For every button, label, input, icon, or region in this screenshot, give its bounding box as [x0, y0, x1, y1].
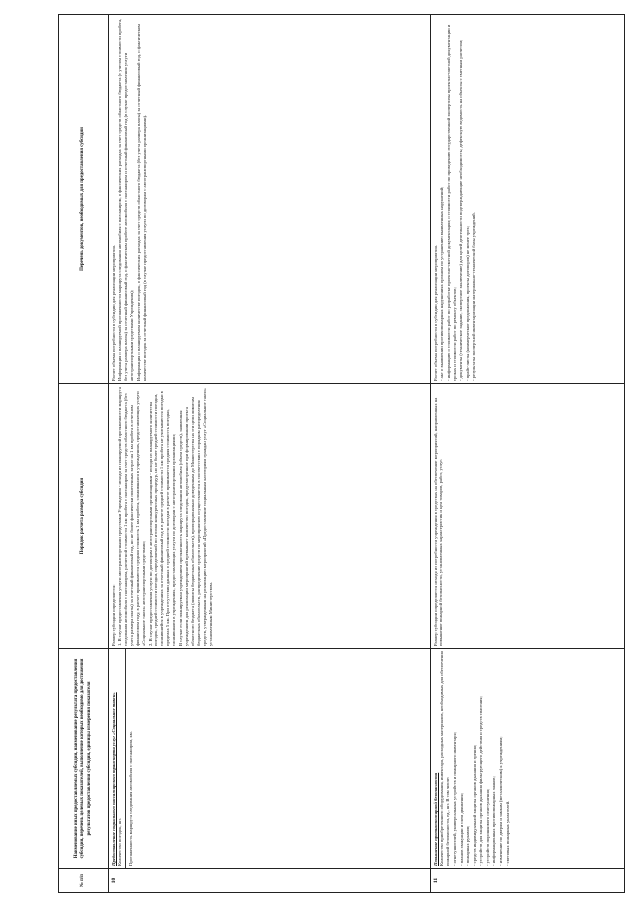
header-num: № п/п — [59, 869, 109, 893]
docs-line: Информация о планируемой протяженности маршрута следования автомобиля с пассажиром, о фактических расходах за счет средств областного бюджета (с учетом стоимости пробега, без учета размера платы) за отчетный финансовый год, о фактическом пробеге автомобиля с пассажиром и отчетный финансовый год (в случае предоставления услуги автотранспортными средствами Учреждения); — [117, 18, 134, 381]
table-row — [109, 15, 431, 893]
docs-line: Расчет объема потребности в субсидии для реализации мероприятия. — [110, 245, 116, 381]
name-line: - изменение по дверям и замкам (металлическим) к учреждениям; — [497, 736, 503, 866]
name-line: - устройств для защиты органов дыхания фильтрующего действия и средств спасения; — [478, 696, 484, 866]
docs-line: - прайс-листы (коммерческие предложения, проекты договоров) не менее трех; — [464, 225, 470, 381]
row-number: 11 — [431, 869, 625, 893]
name-line: Количество приобретенного оборудования, инвентаря, расходных материалов, необходимых для обеспечения пожарной безопасности, ед., шт. В том числе: — [439, 651, 451, 866]
row-docs-cell — [431, 15, 625, 384]
name-subsection — [125, 649, 133, 868]
name-line: - средств индивидуальной защиты органов дыхания и зрения; — [471, 744, 477, 866]
docs-line: - документы (техническое задание, экспертное заключение) для целей деятельности подтверждающие необходимость; дефектную ведомость на объекты с сметным расчетом; — [458, 39, 464, 381]
row-order-cell — [109, 384, 431, 649]
row-docs-cell — [109, 15, 431, 384]
docs-line: Расчет объема потребности в субсидии для реализации мероприятия. — [432, 245, 438, 381]
name-line: - огнетушителей, универсальных устройств и пожарного инвентаря; — [452, 732, 457, 866]
row-number: 10 — [109, 869, 431, 893]
name-line: - световых пожарных указателей. — [504, 800, 510, 866]
row-name-cell — [109, 649, 431, 869]
name-line: - информационных противопожарных знаков; — [491, 776, 497, 866]
row-order-cell — [431, 384, 625, 649]
row-name-cell — [431, 649, 625, 869]
docs-line: Информация о планируемом количестве поездок, о фактических расходах за счет средств областного бюджета (без учета размера платы) за отчетный финансовый год, о фактическом количестве поездок за отчетный финансовый год (в случае предоставления услуги по договорам с автотранспортными организациями). — [135, 24, 147, 381]
order-line: В случае если планируемая учреждением протяженность маршрута следования автомобиля (объем средств), заявленная учреждением для реализации мероприятий превышает количество поездок, предусмотренное при формировании проекта областного бюджета (лимиты бюджетных обязательств), пропорционально доведенным до Министерства на эти цели лимитам бюджетных обязательств, распределение средств по мероприятию осуществляется в соответствии с порядком распределения средств, утвержденным на реализацию мероприятий «Предоставление социальным категориям граждан услуг «Социальное такси» установленным Министерством. — [177, 388, 213, 646]
order-line: Размер субсидии определяется: — [110, 584, 116, 646]
name-line: - пожарных рукавов; — [465, 825, 471, 866]
name-line: - устройств порошкового огнетушения; — [484, 788, 490, 866]
name-line: Количество поездок, шт. — [117, 817, 123, 866]
row-title: Повышение противопожарной безопасности — [432, 772, 438, 866]
docs-line: - информацию о стоимости работ по разработке проектно-сметной документации; о стоимости работ по проведению государственной экспертизы проектно-сметной документации и сроках и стоимости работ по ремонту объектов; — [445, 24, 457, 381]
subsidy-table — [58, 14, 625, 893]
docs-line: - результаты экспертной инвентаризации материально-технической базы учреждений. — [471, 212, 477, 381]
docs-line: - акт о выявлении противопожарных нарушениях органом по устранению выявленных нарушений; — [439, 186, 445, 381]
order-line: Размер субсидии определяется исходя из потребности учреждения в средствах на обеспечение мероприятий, направленных на повышение пожарной безопасности, установленных характеристик и цен товаров, работ, услуг. — [432, 397, 444, 646]
order-line: 1. В случае предоставления услуги автотранспортными средствами Учреждения - исходя из планируемой протяженности маршрута следования автомобиля с пассажиром, расчетной стоимости 1 км пробега с пассажиром за счет средств областного бюджета (без учета размера платы) за отчетный финансовый год, но не более фактически понесенных затрат на 1 км пробега в отчетном финансовом году, в расчет принимаются средняя стоимость 1 км пробега, сложившаяся в учреждениях, предоставляющих услуги «Социальное такси» автотранспортными средствами; — [117, 387, 146, 646]
header-order: Порядок расчета размера субсидии — [59, 384, 109, 649]
table-row — [431, 15, 625, 893]
name-subsection-line: Протяженность маршрута следования автомобиля с пассажиром, км. — [127, 731, 133, 866]
row-title: Предоставление социального пассажирского транспорта услуг «Социальное такси» — [110, 692, 116, 866]
table-body — [109, 15, 625, 893]
header-docs: Перечень документов, необходимых для предоставления субсидии — [59, 15, 109, 384]
name-line: - планов эвакуации и схем движения; — [458, 793, 464, 866]
header-name: Наименование иных предоставляемых субсидии, наименование результата предоставления субсидии, перечень целевых показателей, выполнение которых необходимо для достижения результатов предоставления субсидии, единицы измерения показателя — [59, 649, 109, 869]
order-line: 2. В случае предоставления услуги по договорам с автотранспортными организациями - исходя из планируемого количества поездок, средней стоимости поездки, определяемой по итогам конкурентных процедур, но не более средней стоимости поездки, сложившейся в учреждениях за отчетный финансовый год и в расчете средней стоимости 1 км пробега не учитываются поездки в пределах 5 км. При отсутствии данных о средней стоимости поездки в расчете принимается средняя стоимость поездки, сложившаяся в учреждениях, предоставляющих услуги по договорам с автотранспортными организациями; — [147, 391, 177, 646]
table-header-row — [59, 15, 109, 893]
